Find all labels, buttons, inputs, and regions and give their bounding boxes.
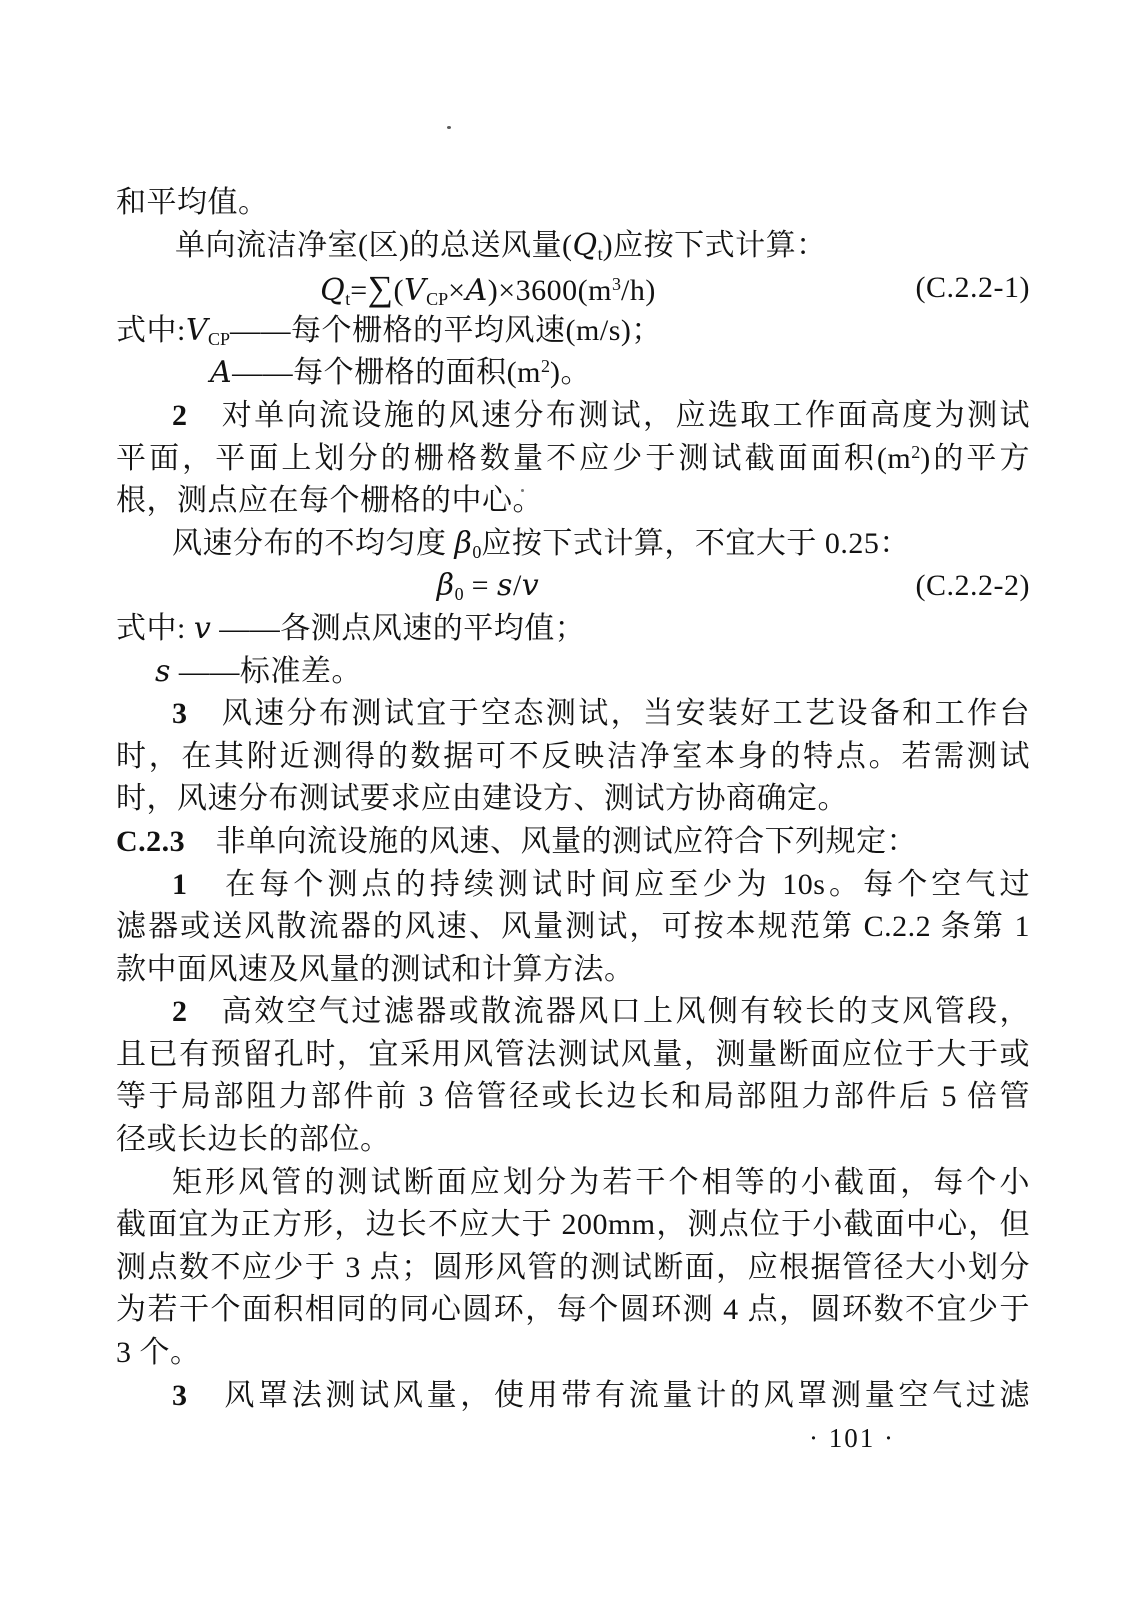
text-segment: 为若干个面积相同的同心圆环，每个圆环测 4 点，圆环数不宜少于 bbox=[116, 1293, 1030, 1327]
formula bbox=[116, 565, 860, 608]
text-segment: 3 bbox=[172, 697, 188, 731]
text-segment: 3 个。 bbox=[116, 1336, 201, 1370]
text-segment: 和平均值。 bbox=[116, 186, 269, 219]
text-line bbox=[116, 480, 1030, 523]
text-segment: 等于局部阻力部件前 3 倍管径或长边长和局部阻力部件后 5 倍管 bbox=[116, 1080, 1030, 1114]
text-segment: = bbox=[463, 569, 498, 603]
text-segment: 款中面风速及风量的测试和计算方法。 bbox=[116, 952, 635, 986]
text-line bbox=[116, 310, 1030, 353]
text-segment: 对单向流设施的风速分布测试，应选取工作面高度为测试 bbox=[187, 398, 1030, 432]
text-segment: 风速分布的不均匀度 bbox=[172, 526, 455, 560]
page-footer bbox=[116, 1417, 1030, 1460]
text-segment: 2 bbox=[541, 356, 550, 377]
text-segment: 2 bbox=[172, 398, 188, 432]
text-segment: Q bbox=[320, 273, 346, 309]
text-line bbox=[116, 864, 1030, 907]
text-segment: )。 bbox=[550, 356, 591, 390]
text-segment: A bbox=[465, 273, 488, 309]
text-segment: A bbox=[210, 355, 233, 391]
text-segment: ——标准差。 bbox=[170, 654, 362, 688]
text-line bbox=[116, 608, 1030, 651]
text-segment: 风罩法测试风量，使用带有流量计的风罩测量空气过滤 bbox=[187, 1378, 1030, 1412]
text-segment: Q bbox=[572, 227, 598, 263]
text-segment: 在每个测点的持续测试时间应至少为 10s。每个空气过 bbox=[187, 867, 1030, 901]
text-segment: 3 bbox=[611, 274, 621, 295]
text-segment: 截面宜为正方形，边长不应大于 200mm，测点位于小截面中心，但 bbox=[116, 1208, 1030, 1242]
text-segment: s bbox=[497, 568, 513, 604]
text-line bbox=[116, 651, 1030, 694]
text-segment: /h) bbox=[620, 274, 656, 308]
page-number: · 101 · bbox=[809, 1423, 895, 1453]
text-segment: 平面，平面上划分的栅格数量不应少于测试截面面积(m bbox=[116, 441, 912, 475]
text-line bbox=[116, 1332, 1030, 1375]
text-line bbox=[116, 182, 1030, 225]
text-segment: ——每个栅格的平均风速(m/s)； bbox=[230, 313, 662, 347]
text-line bbox=[116, 1204, 1030, 1247]
text-segment: 径或长边长的部位。 bbox=[116, 1123, 391, 1157]
text-line bbox=[116, 693, 1030, 736]
text-segment: 式中: bbox=[116, 313, 186, 347]
text-line bbox=[116, 1076, 1030, 1119]
equation-number: (C.2.2-1) bbox=[915, 271, 1030, 305]
text-line bbox=[116, 1119, 1030, 1162]
text-segment: 时，风速分布测试要求应由建设方、测试方协商确定。 bbox=[116, 782, 848, 816]
text-segment: 3 bbox=[172, 1378, 188, 1412]
text-line bbox=[116, 438, 1030, 481]
text-segment: ( bbox=[393, 274, 404, 308]
text-segment: V bbox=[185, 312, 209, 348]
text-segment: 1 bbox=[172, 867, 188, 901]
text-segment: 高效空气过滤器或散流器风口上风侧有较长的支风管段， bbox=[187, 995, 1030, 1029]
text-segment: × bbox=[448, 274, 466, 308]
text-segment: β bbox=[436, 568, 455, 604]
text-segment: 式中: bbox=[116, 611, 194, 645]
text-segment: ∑ bbox=[367, 268, 394, 309]
text-segment: )×3600(m bbox=[487, 274, 612, 308]
text-segment: 时，在其附近测得的数据可不反映洁净室本身的特点。若需测试 bbox=[116, 739, 1030, 773]
text-line bbox=[116, 1247, 1030, 1290]
text-line bbox=[116, 991, 1030, 1034]
text-line bbox=[116, 778, 1030, 821]
text-segment: CP bbox=[208, 328, 231, 349]
text-segment: 测点数不应少于 3 点；圆形风管的测试断面，应根据管径大小划分 bbox=[116, 1250, 1030, 1284]
text-segment: 2 bbox=[911, 441, 921, 462]
text-line bbox=[116, 906, 1030, 949]
text-segment: 0 bbox=[472, 541, 482, 562]
text-segment: t bbox=[597, 243, 603, 264]
text-line bbox=[116, 821, 1030, 864]
formula-line bbox=[116, 267, 1030, 310]
text-segment: / bbox=[512, 569, 522, 603]
text-line bbox=[116, 1375, 1030, 1418]
text-segment: v bbox=[521, 568, 540, 604]
text-segment: 2 bbox=[172, 995, 188, 1029]
text-line bbox=[116, 523, 1030, 566]
text-segment: 矩形风管的测试断面应划分为若干个相等的小截面，每个小 bbox=[172, 1165, 1030, 1199]
text-segment: 滤器或送风散流器的风速、风量测试，可按本规范第 C.2.2 条第 1 bbox=[116, 910, 1030, 944]
text-segment: 且已有预留孔时，宜采用风管法测试风量，测量断面应位于大于或 bbox=[116, 1037, 1030, 1071]
equation-number: (C.2.2-2) bbox=[915, 569, 1030, 603]
text-line bbox=[116, 1289, 1030, 1332]
text-segment: ——每个栅格的面积(m bbox=[232, 356, 541, 390]
text-segment: CP bbox=[426, 289, 449, 310]
text-segment: 根，测点应在每个栅格的中心。 bbox=[116, 484, 543, 518]
text-line bbox=[116, 949, 1030, 992]
text-block bbox=[116, 182, 1030, 1417]
text-segment: 非单向流设施的风速、风量的测试应符合下列规定： bbox=[185, 824, 918, 858]
formula bbox=[116, 267, 860, 313]
text-segment: 风速分布测试宜于空态测试，当安装好工艺设备和工作台 bbox=[187, 697, 1030, 731]
text-segment: )应按下式计算： bbox=[602, 228, 827, 262]
text-segment: 0 bbox=[454, 584, 464, 605]
text-segment: V bbox=[403, 273, 427, 309]
text-segment: s bbox=[155, 653, 171, 689]
formula-line bbox=[116, 565, 1030, 608]
text-line bbox=[116, 352, 1030, 395]
text-segment: 单向流洁净室(区)的总送风量( bbox=[175, 228, 573, 262]
scan-artifact-dot bbox=[447, 126, 451, 129]
text-line bbox=[116, 736, 1030, 779]
text-line bbox=[116, 1034, 1030, 1077]
text-segment: ——各测点风速的平均值； bbox=[211, 611, 586, 645]
text-segment: )的平方 bbox=[920, 441, 1030, 475]
text-line bbox=[116, 1162, 1030, 1205]
text-segment: = bbox=[350, 274, 368, 308]
text-line bbox=[116, 395, 1030, 438]
text-segment: t bbox=[345, 289, 351, 310]
text-segment: β bbox=[454, 525, 473, 561]
text-segment: C.2.3 bbox=[116, 824, 186, 858]
text-segment: 应按下式计算，不宜大于 0.25： bbox=[481, 526, 910, 560]
text-line bbox=[116, 225, 1030, 268]
text-segment: v bbox=[193, 610, 212, 646]
